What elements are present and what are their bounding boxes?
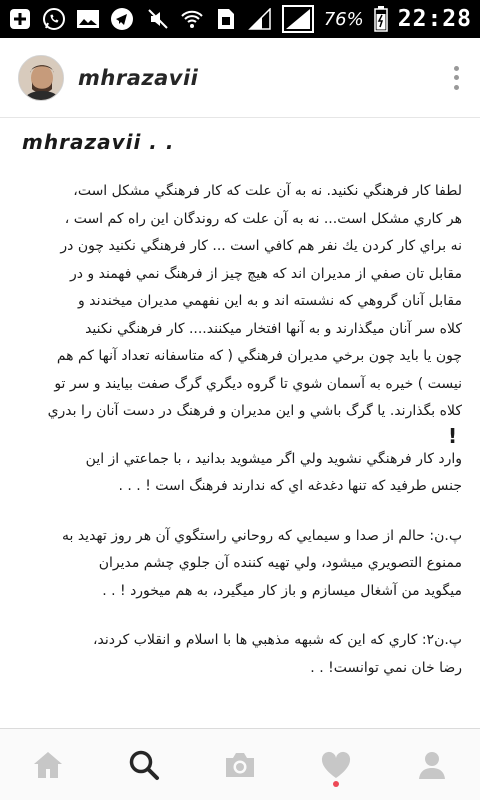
battery-icon — [374, 7, 388, 31]
mute-icon — [146, 7, 170, 31]
note-line: کلاه سر آنان ميگذارند و به آنها افتخار ميکنند.... کار فرهنگي نکنيد — [85, 320, 462, 337]
signal-icon — [248, 7, 272, 31]
signal-h-icon — [282, 7, 314, 31]
note-line: وارد کار فرهنگي نشويد ولي اگر ميشويد بدانيد ، با جماعتي از اين — [85, 450, 462, 467]
wifi-icon — [180, 7, 204, 31]
note-author: mhrazavii . . — [22, 130, 175, 154]
clock: 22:28 — [397, 6, 472, 32]
note-line: پ.ن: حالم از صدا و سيمايي که روحاني راستگوي آن هر روز تهديد به — [61, 527, 462, 544]
sim-icon — [214, 7, 238, 31]
note-line: رضا خان نمي توانست! . . — [310, 659, 462, 676]
profile-icon[interactable] — [402, 735, 462, 795]
camera-icon[interactable] — [210, 735, 270, 795]
note-line: ممنوع التصويري ميشود، ولي تهيه کننده آن جلوي چشم مديران — [98, 555, 462, 571]
note-line: ميگويد من آشغال ميسازم و باز کار ميگيرد، به هم ميخورد ! . . — [102, 582, 462, 599]
more-options-icon[interactable] — [450, 63, 462, 93]
note-line: کلاه بگذارند. يا گرگ باشي و اين مديران و فرهنگ در دست آنان را بدري — [47, 403, 462, 419]
note-line: جنس طرفيد که تنها دغدغه اي که ندارند فرهنگ است ! . . . — [118, 478, 462, 494]
note-line: نه براي کار کردن يك نفر هم کافي است ... کار فرهنگي نکنيد چون در — [60, 238, 462, 254]
avatar[interactable] — [18, 55, 64, 101]
status-bar — [0, 0, 480, 38]
note-paragraph-1 — [18, 178, 462, 501]
note-line: چون يا بايد چون برخي مديران فرهنگي ( که متاسفانه تعداد آنها کم هم — [56, 348, 462, 364]
telegram-icon — [110, 7, 134, 31]
note-body — [18, 178, 462, 682]
note-paragraph-3 — [18, 627, 462, 682]
activity-heart-icon[interactable] — [306, 735, 366, 795]
note-paragraph-2 — [18, 523, 462, 606]
post-header — [0, 38, 480, 118]
search-icon[interactable] — [114, 735, 174, 795]
gallery-icon — [76, 7, 100, 31]
home-icon[interactable] — [18, 735, 78, 795]
note-line: پ.ن۲: کاري که اين که شبهه مذهبي ها با اسلام و انقلاب کردند، — [92, 632, 462, 648]
username[interactable]: mhrazavii — [78, 65, 199, 90]
note-line: لطفا کار فرهنگي نکنيد. نه به آن علت که کار فرهنگي مشکل است، — [73, 183, 462, 199]
bottom-nav — [0, 728, 480, 800]
whatsapp-icon — [42, 7, 66, 31]
battery-percent: 76% — [323, 8, 364, 30]
note-line: مقابل تان صفي از مديران اند که هيچ چيز از فرهنگ نمي فهمند و در — [69, 265, 462, 282]
add-icon — [8, 7, 32, 31]
notification-dot — [333, 781, 339, 787]
note-line: نيست ) خيره به آسمان شوي تا گروه ديگري گرگ صفت بيايند و سر تو — [54, 375, 462, 392]
note-line: مقابل آنان گروهي که نشسته اند و به اين نفهمي مديران ميخندند و — [78, 293, 462, 309]
note-line: ! — [448, 425, 458, 446]
note-line: هر کاري مشکل است... نه به آن علت که روندگان اين راه کم است ، — [64, 210, 462, 227]
post-image[interactable] — [0, 118, 480, 728]
